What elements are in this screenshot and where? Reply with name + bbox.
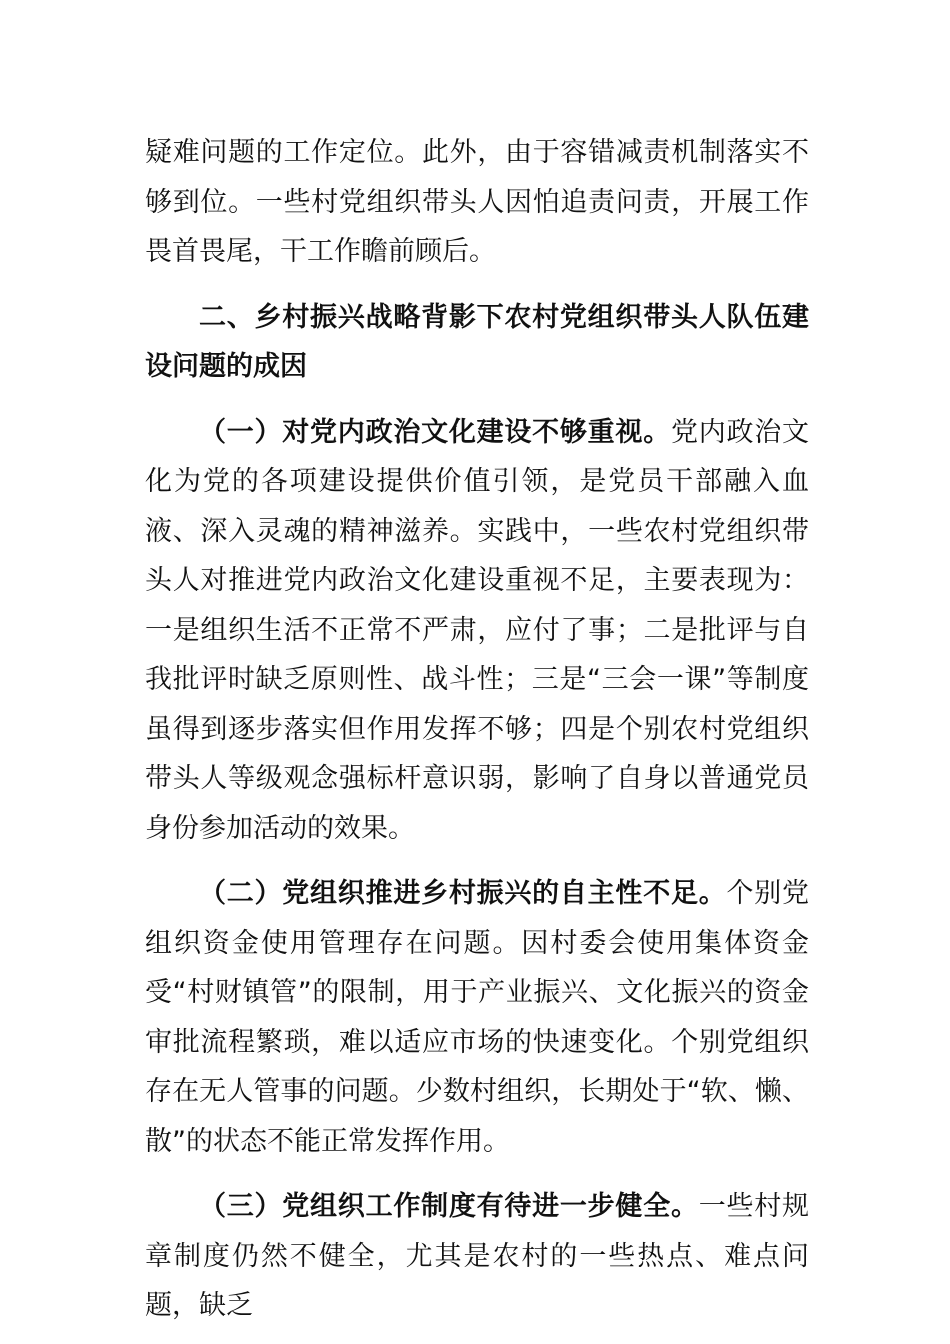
section-2-lead: （二）党组织推进乡村振兴的自主性不足。 <box>199 878 727 909</box>
paragraph-section-2 <box>145 869 809 1166</box>
paragraph-section-3 <box>145 1182 809 1331</box>
section-3-body: 一些村规章制度仍然不健全，尤其是农村的一些热点、难点问题，缺乏 <box>145 1191 810 1321</box>
paragraph-continuation: 疑难问题的工作定位。此外，由于容错减责机制落实不够到位。一些村党组织带头人因怕追责问责，开展工作畏首畏尾，干工作瞻前顾后。 <box>145 137 809 267</box>
section-heading: 二、乡村振兴战略背影下农村党组织带头人队伍建设问题的成因 <box>145 301 809 382</box>
document-body <box>145 128 809 1331</box>
section-1-body: 党内政治文化为党的各项建设提供价值引领，是党员干部融入血液、深入灵魂的精神滋养。实践中，一些农村党组织带头人对推进党内政治文化建设重视不足，主要表现为：一是组织生活不正常不严肃，应付了事；二是批评与自我批评时缺乏原则性、战斗性；三是“三会一课”等制度虽得到逐步落实但作用发挥不够；四是个别农村党组织带头人等级观念强标杆意识弱，影响了自身以普通党员身份参加活动的效果。 <box>145 416 810 844</box>
paragraph-section-1 <box>145 408 809 854</box>
section-3-lead: （三）党组织工作制度有待进一步健全。 <box>199 1191 699 1222</box>
section-1-lead: （一）对党内政治文化建设不够重视。 <box>199 416 671 448</box>
section-2-body: 个别党组织资金使用管理存在问题。因村委会使用集体资金受“村财镇管”的限制，用于产业振兴、文化振兴的资金审批流程繁琐，难以适应市场的快速变化。个别党组织存在无人管事的问题。少数村组织，长期处于“软、懒、散”的状态不能正常发挥作用。 <box>145 878 810 1157</box>
